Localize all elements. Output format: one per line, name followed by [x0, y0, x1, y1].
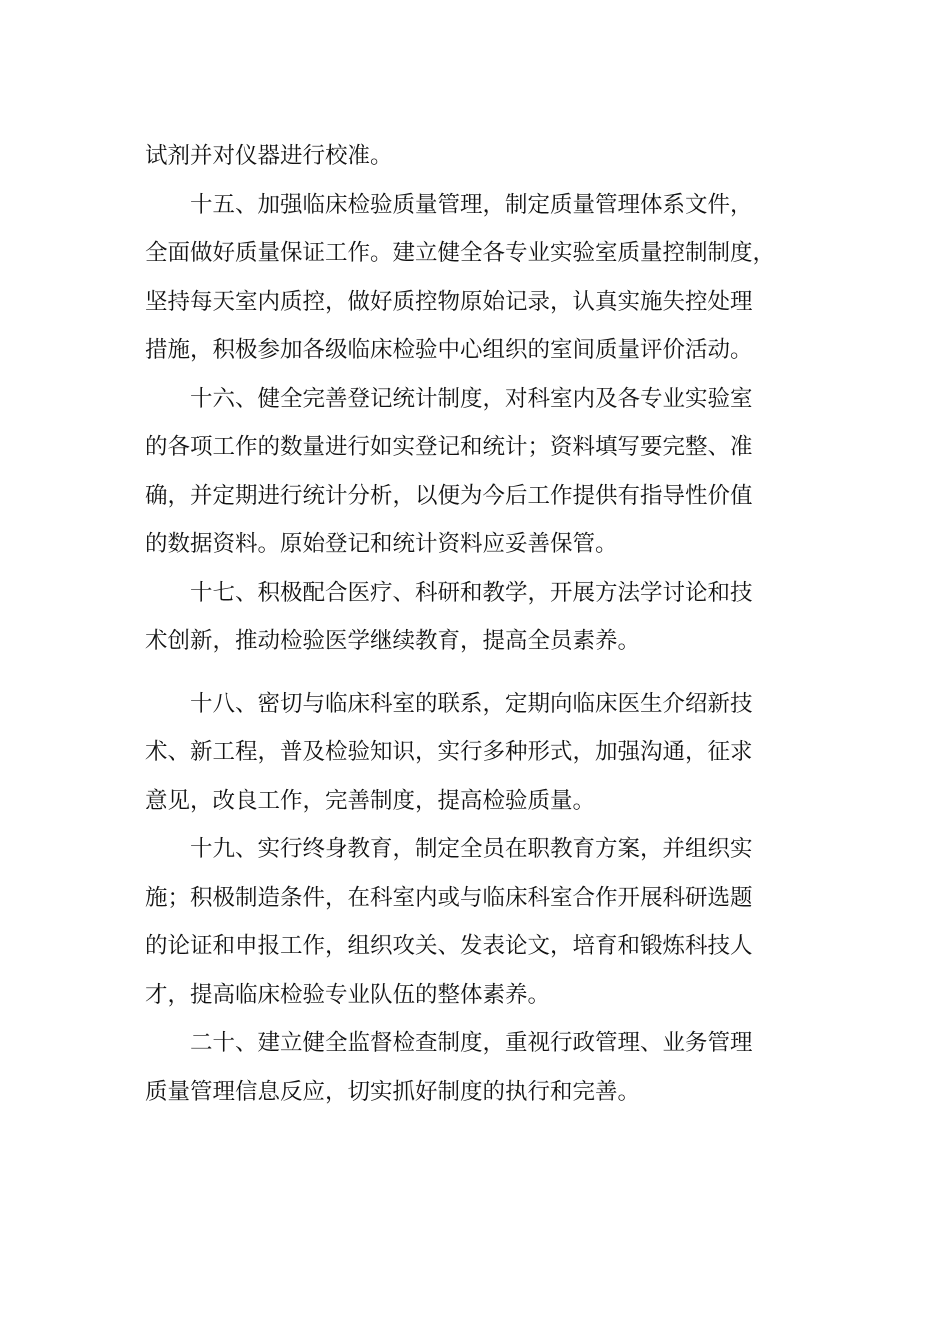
document-body	[145, 132, 825, 1116]
text-line: 术创新，推动检验医学继续教育，提高全员素养。	[145, 628, 641, 654]
text-line: 施；积极制造条件，在科室内或与临床科室合作开展科研选题	[145, 884, 753, 911]
paragraph-continuation	[145, 132, 825, 181]
text-line: 的论证和申报工作，组织攻关、发表论文，培育和锻炼科技人	[145, 933, 753, 959]
paragraph-item-16	[145, 375, 825, 569]
text-line: 二十、建立健全监督检查制度，重视行政管理、业务管理	[190, 1030, 753, 1056]
text-line: 试剂并对仪器进行校准。	[145, 143, 393, 169]
text-line: 措施，积极参加各级临床检验中心组织的室间质量评价活动。	[145, 337, 753, 363]
paragraph-item-18	[145, 680, 825, 826]
text-line: 坚持每天室内质控，做好质控物原始记录，认真实施失控处理	[145, 288, 753, 315]
text-line: 才，提高临床检验专业队伍的整体素养。	[145, 981, 551, 1008]
text-line: 确，并定期进行统计分析，以便为今后工作提供有指导性价值	[145, 482, 753, 509]
text-line: 的各项工作的数量进行如实登记和统计；资料填写要完整、准	[145, 434, 753, 460]
text-line: 质量管理信息反应，切实抓好制度的执行和完善。	[145, 1078, 641, 1105]
text-line: 的数据资料。原始登记和统计资料应妥善保管。	[145, 531, 618, 557]
paragraph-item-19	[145, 825, 825, 1019]
text-line: 术、新工程，普及检验知识，实行多种形式，加强沟通，征求	[145, 739, 753, 765]
paragraph-item-15	[145, 181, 825, 375]
text-line: 十五、加强临床检验质量管理，制定质量管理体系文件，	[190, 191, 753, 218]
text-line: 十七、积极配合医疗、科研和教学，开展方法学讨论和技	[190, 579, 753, 606]
text-line: 十九、实行终身教育，制定全员在职教育方案，并组织实	[190, 836, 753, 862]
text-line: 十八、密切与临床科室的联系，定期向临床医生介绍新技	[190, 690, 753, 717]
paragraph-gap	[145, 666, 825, 680]
text-line: 十六、健全完善登记统计制度，对科室内及各专业实验室	[190, 385, 753, 412]
text-line: 全面做好质量保证工作。建立健全各专业实验室质量控制制度，	[145, 240, 776, 266]
paragraph-item-20	[145, 1019, 825, 1116]
text-line: 意见，改良工作，完善制度，提高检验质量。	[145, 787, 596, 814]
paragraph-item-17	[145, 569, 825, 666]
